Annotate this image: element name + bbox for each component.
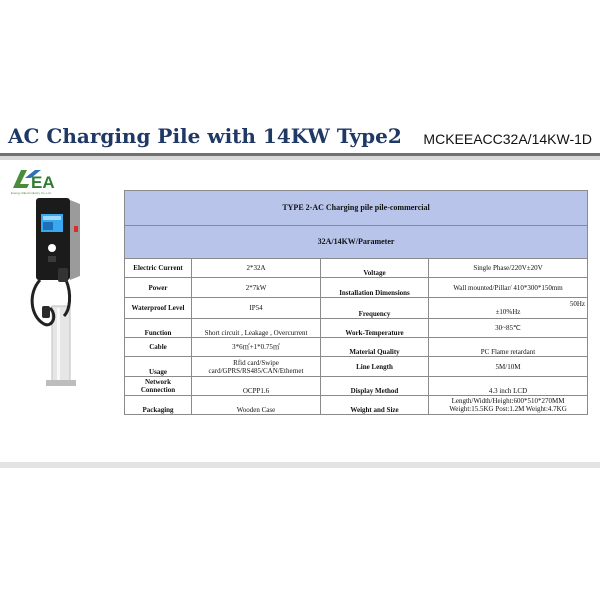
row-label: Frequency xyxy=(321,298,429,319)
row-value: 2*32A xyxy=(192,259,321,278)
row-label: Display Method xyxy=(321,377,429,396)
row-label: Function xyxy=(125,319,192,338)
row-value: 3*6㎡+1*0.75㎡ xyxy=(192,338,321,357)
row-label: Cable xyxy=(125,338,192,357)
table-row xyxy=(125,298,588,319)
table-subtitle: 32A/14KW/Parameter xyxy=(125,226,588,259)
spec-table xyxy=(124,190,588,415)
row-value: Wooden Case xyxy=(192,396,321,415)
row-label: Installation Dimensions xyxy=(321,278,429,298)
row-label: Electric Current xyxy=(125,259,192,278)
frequency-value: ±10%Hz xyxy=(495,308,521,316)
table-title: TYPE 2-AC Charging pile pile-commercial xyxy=(125,191,588,226)
row-label: Waterproof Level xyxy=(125,298,192,319)
row-value: 2*7kW xyxy=(192,278,321,298)
row-label: Network Connection xyxy=(125,377,192,396)
row-label: Weight and Size xyxy=(321,396,429,415)
table-row xyxy=(125,278,588,298)
footer-divider xyxy=(0,462,600,468)
frequency-value-top: 50Hz xyxy=(569,300,586,308)
table-row xyxy=(125,357,588,377)
row-label: Usage xyxy=(125,357,192,377)
model-number: MCKEEACC32A/14KW-1D xyxy=(423,131,592,147)
row-label: Line Length xyxy=(321,357,429,377)
table-row xyxy=(125,377,588,396)
page-title: AC Charging Pile with 14KW Type2 xyxy=(8,124,402,148)
row-label: Voltage xyxy=(321,259,429,278)
row-value: Short circuit , Leakage , Overcurrent xyxy=(192,319,321,338)
row-value: Rfid card/Swipe card/GPRS/RS485/CAN/Ethernet xyxy=(192,357,321,377)
table-row xyxy=(125,319,588,338)
title-divider-dark xyxy=(0,153,600,156)
row-value: 30~85℃ xyxy=(429,319,588,338)
logo-tagline: Energy Allied Industry Co.,Ltd xyxy=(11,191,51,195)
row-value: OCPP1.6 xyxy=(192,377,321,396)
table-row xyxy=(125,396,588,415)
row-value: Length/Width/Height:600*510*270MM Weight:15.5KG Post:1.2M Weight:4.7KG xyxy=(429,396,588,415)
row-value: Wall mounted/Pillar/ 410*300*150mm xyxy=(429,278,588,298)
row-value: 5M/10M xyxy=(429,357,588,377)
company-logo xyxy=(11,166,55,192)
row-label: Packaging xyxy=(125,396,192,415)
row-value: 4.3 inch LCD xyxy=(429,377,588,396)
charging-pile-image xyxy=(28,198,108,388)
logo-text: EA xyxy=(31,173,55,192)
row-value xyxy=(429,298,588,319)
row-value: IP54 xyxy=(192,298,321,319)
row-label: Work-Temperature xyxy=(321,319,429,338)
table-row xyxy=(125,259,588,278)
row-value: PC Flame retardant xyxy=(429,338,588,357)
row-label: Material Quality xyxy=(321,338,429,357)
row-label: Power xyxy=(125,278,192,298)
table-row xyxy=(125,338,588,357)
row-value: Single Phase/220V±20V xyxy=(429,259,588,278)
